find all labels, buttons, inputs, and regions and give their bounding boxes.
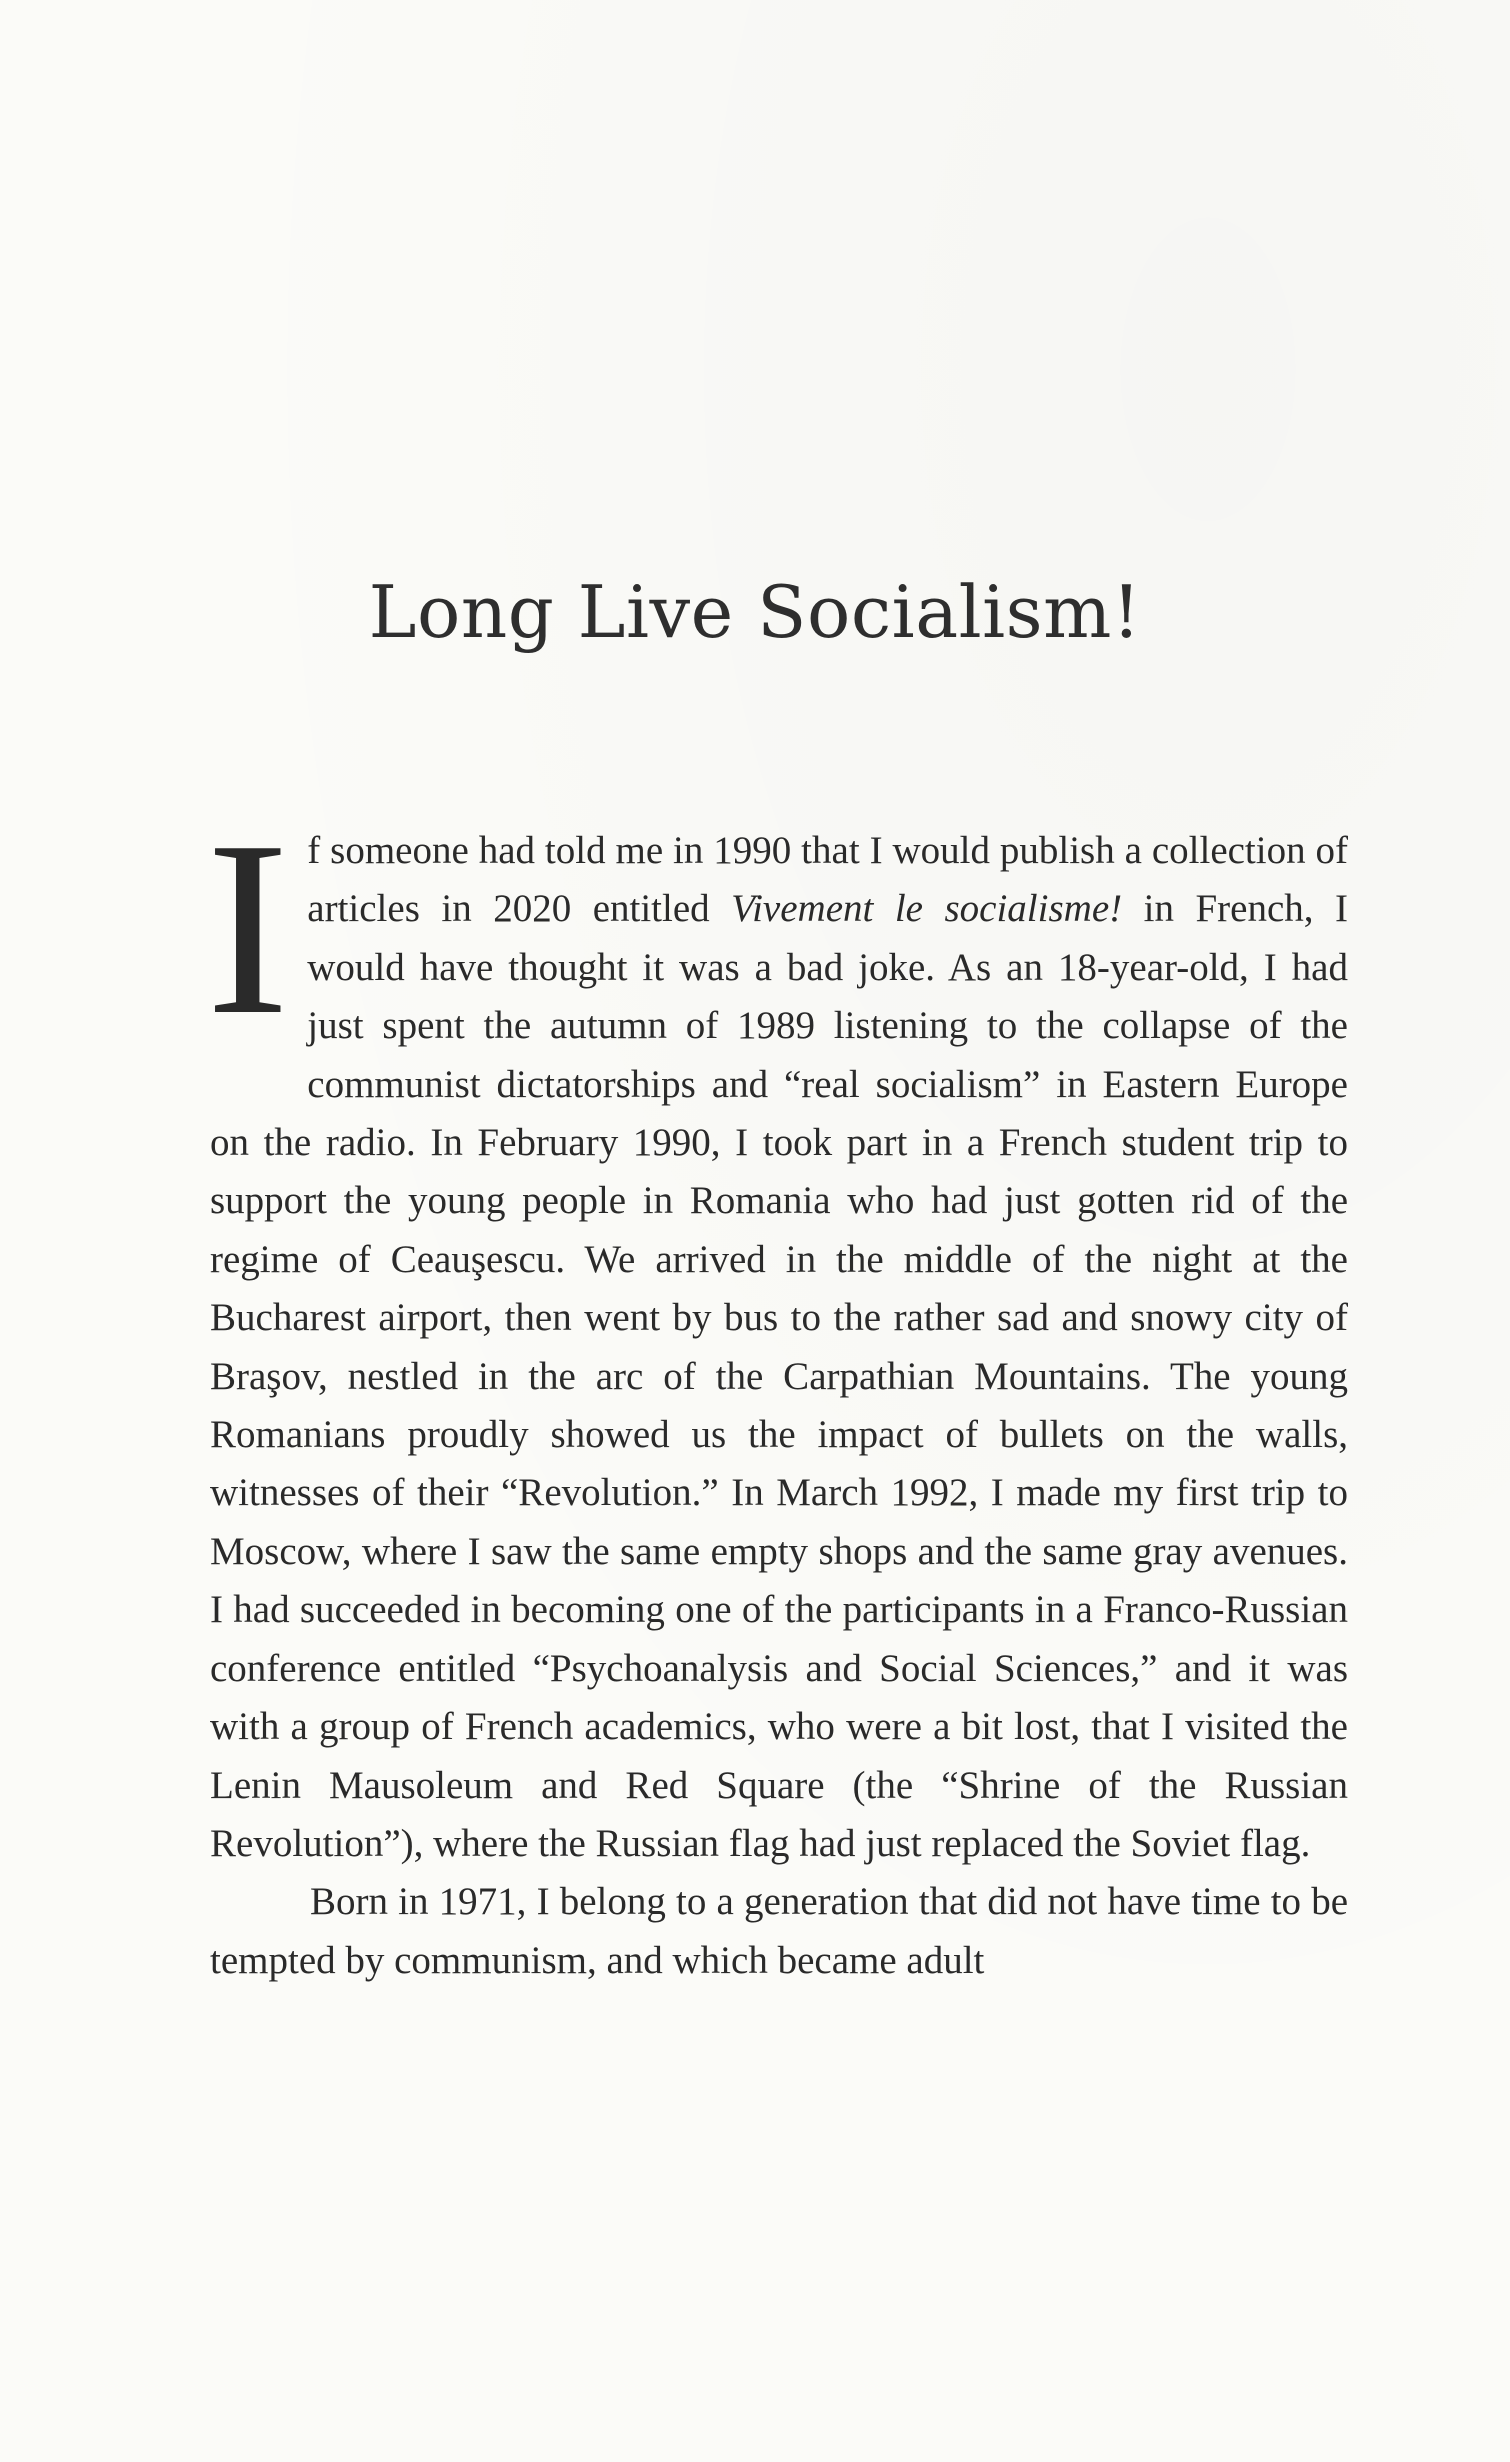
paragraph-1-text-b: in French, I would have thought it was a bad joke. As an 18-year-old, I had just spent the autumn of 1989 listening to the collapse of the communist dictatorships and “real socialism” in Eastern Europe on the radio. In February 1990, I took part in a French student trip to support the young people in Romania who had just gotten rid of the regime of Ceauşescu. We arrived in the middle of the night at the Bucharest airport, then went by bus to the rather sad and snowy city of Braşov, nestled in the arc of the Carpathian Mountains. The young Romanians proudly showed us the impact of bullets on the walls, witnesses of their “Revolution.” In March 1992, I made my first trip to Moscow, where I saw the same empty shops and the same gray avenues. I had succeeded in becoming one of the participants in a Franco-Russian conference entitled “Psychoanalysis and Social Sciences,” and it was with a group of French academics, who were a bit lost, that I visited the Lenin Mausoleum and Red Square (the “Shrine of the Russian Revolution”), where the Russian flag had just replaced the Soviet flag. xyxy=(210,887,1348,1865)
book-title-italic: Vivement le socialisme! xyxy=(731,887,1123,931)
drop-cap: I xyxy=(206,790,290,1067)
chapter-body xyxy=(206,790,1348,1990)
paragraph-1-text-a: f someone had told me in 1990 that I would publish a collection of articles in 2020 entitled xyxy=(307,829,1348,931)
paragraph-1 xyxy=(206,790,1348,1873)
chapter-title: Long Live Socialism! xyxy=(368,570,1142,654)
paragraph-2: Born in 1971, I belong to a generation that did not have time to be tempted by communism, and which became adult xyxy=(210,1880,1348,1982)
